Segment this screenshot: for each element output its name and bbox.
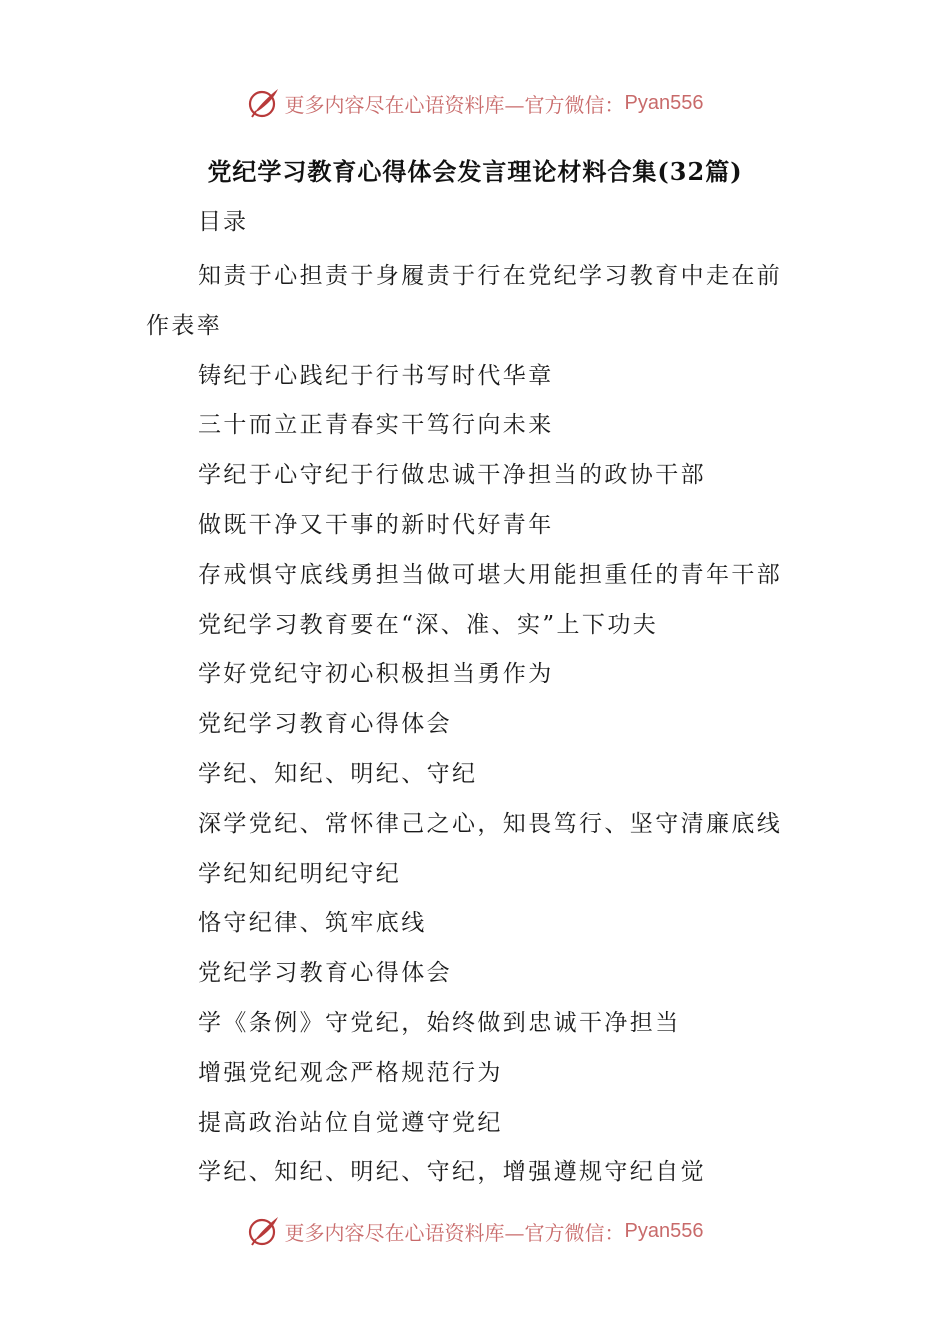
document-title: 党纪学习教育心得体会发言理论材料合集(32篇) bbox=[207, 157, 743, 186]
toc-item: 学纪、知纪、明纪、守纪 bbox=[198, 760, 478, 787]
toc-heading: 目录 bbox=[198, 209, 248, 235]
toc-item: 党纪学习教育要在“深、准、实”上下功夫 bbox=[198, 611, 659, 638]
toc-item: 党纪学习教育心得体会 bbox=[198, 960, 452, 987]
header-banner bbox=[0, 83, 950, 123]
toc-item: 知责于心担责于身履责于行在党纪学习教育中走在前作表率 bbox=[146, 263, 783, 339]
toc-item: 学纪、知纪、明纪、守纪，增强遵规守纪自觉 bbox=[198, 1159, 706, 1186]
toc-item: 学好党纪守初心积极担当勇作为 bbox=[198, 661, 554, 688]
banner-wechat-id: Pyan556 bbox=[624, 91, 704, 114]
quill-logo-icon bbox=[247, 86, 281, 120]
quill-logo-icon bbox=[247, 1214, 281, 1248]
toc-item: 存戒惧守底线勇担当做可堪大用能担重任的青年干部 bbox=[198, 561, 783, 588]
toc-item: 深学党纪、常怀律己之心，知畏笃行、坚守清廉底线 bbox=[198, 810, 783, 837]
toc-list bbox=[146, 252, 806, 1198]
banner-text: 更多内容尽在心语资料库—官方微信： bbox=[284, 92, 625, 117]
toc-item: 学纪于心守纪于行做忠诚干净担当的政协干部 bbox=[198, 462, 706, 489]
footer-banner bbox=[0, 1211, 950, 1251]
toc-item: 增强党纪观念严格规范行为 bbox=[198, 1059, 503, 1086]
toc-item: 提高政治站位自觉遵守党纪 bbox=[198, 1109, 503, 1136]
toc-item: 学纪知纪明纪守纪 bbox=[198, 860, 402, 887]
toc-item: 做既干净又干事的新时代好青年 bbox=[198, 511, 554, 538]
toc-item: 学《条例》守党纪，始终做到忠诚干净担当 bbox=[198, 1009, 681, 1036]
banner-wechat-id: Pyan556 bbox=[624, 1219, 704, 1242]
toc-item: 三十而立正青春实干笃行向未来 bbox=[198, 412, 554, 439]
banner-text: 更多内容尽在心语资料库—官方微信： bbox=[284, 1220, 625, 1245]
toc-item: 党纪学习教育心得体会 bbox=[198, 711, 452, 738]
toc-item: 恪守纪律、筑牢底线 bbox=[198, 910, 427, 937]
toc-item: 铸纪于心践纪于行书写时代华章 bbox=[198, 362, 554, 389]
